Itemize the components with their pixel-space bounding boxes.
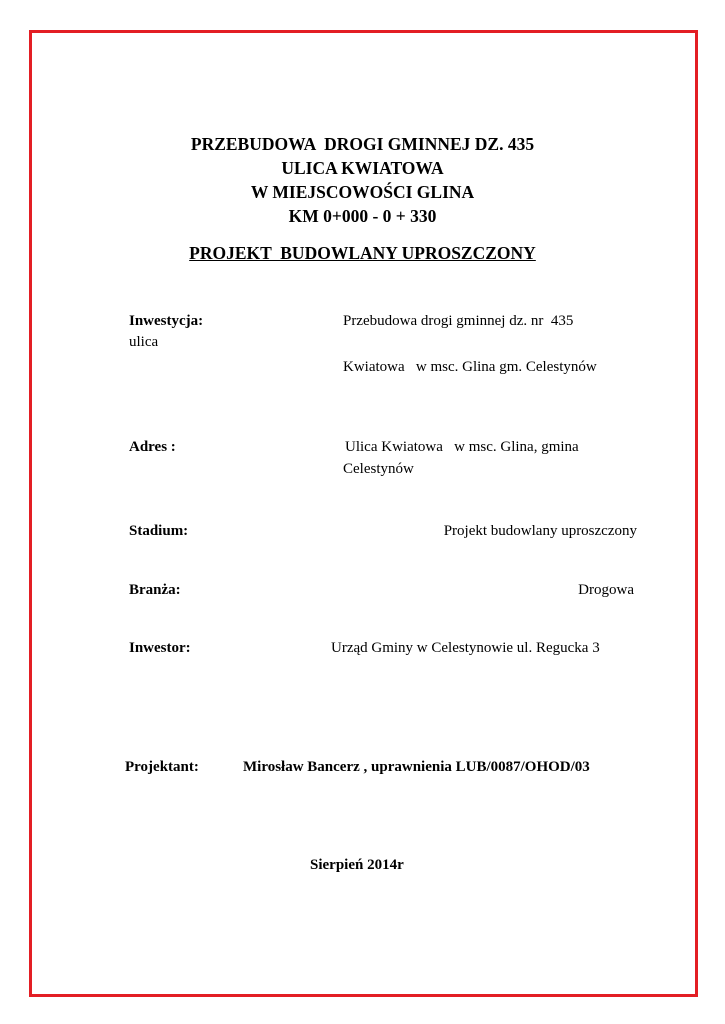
document-title [0,132,725,228]
stadium-label: Stadium: [129,523,189,539]
stadium-value: Projekt budowlany uproszczony [443,523,637,539]
document-date: Sierpień 2014r [310,857,404,873]
inwestycja-value-line-1: Przebudowa drogi gminnej dz. nr 435 [343,313,574,329]
title-line-4: KM 0+000 - 0 + 330 [288,206,437,226]
adres-value-line-2: Celestynów [343,461,414,477]
inwestycja-value-wrap: ulica [129,334,159,350]
branza-label: Branża: [129,582,181,598]
title-line-1: PRZEBUDOWA DROGI GMINNEJ DZ. 435 [190,134,535,154]
document-subtitle: PROJEKT BUDOWLANY UPROSZCZONY [189,243,536,263]
title-line-2: ULICA KWIATOWA [281,158,444,178]
branza-value: Drogowa [578,582,634,598]
inwestycja-label: Inwestycja: [129,313,204,329]
title-line-3: W MIEJSCOWOŚCI GLINA [250,182,475,202]
inwestor-value: Urząd Gminy w Celestynowie ul. Regucka 3 [331,640,600,656]
adres-value-line-1: Ulica Kwiatowa w msc. Glina, gmina [345,439,579,455]
adres-label: Adres : [129,439,176,455]
projektant-label: Projektant: [125,759,199,775]
inwestycja-value-line-2: Kwiatowa w msc. Glina gm. Celestynów [343,359,597,375]
inwestor-label: Inwestor: [129,640,191,656]
projektant-value: Mirosław Bancerz , uprawnienia LUB/0087/OHOD/03 [243,759,590,775]
